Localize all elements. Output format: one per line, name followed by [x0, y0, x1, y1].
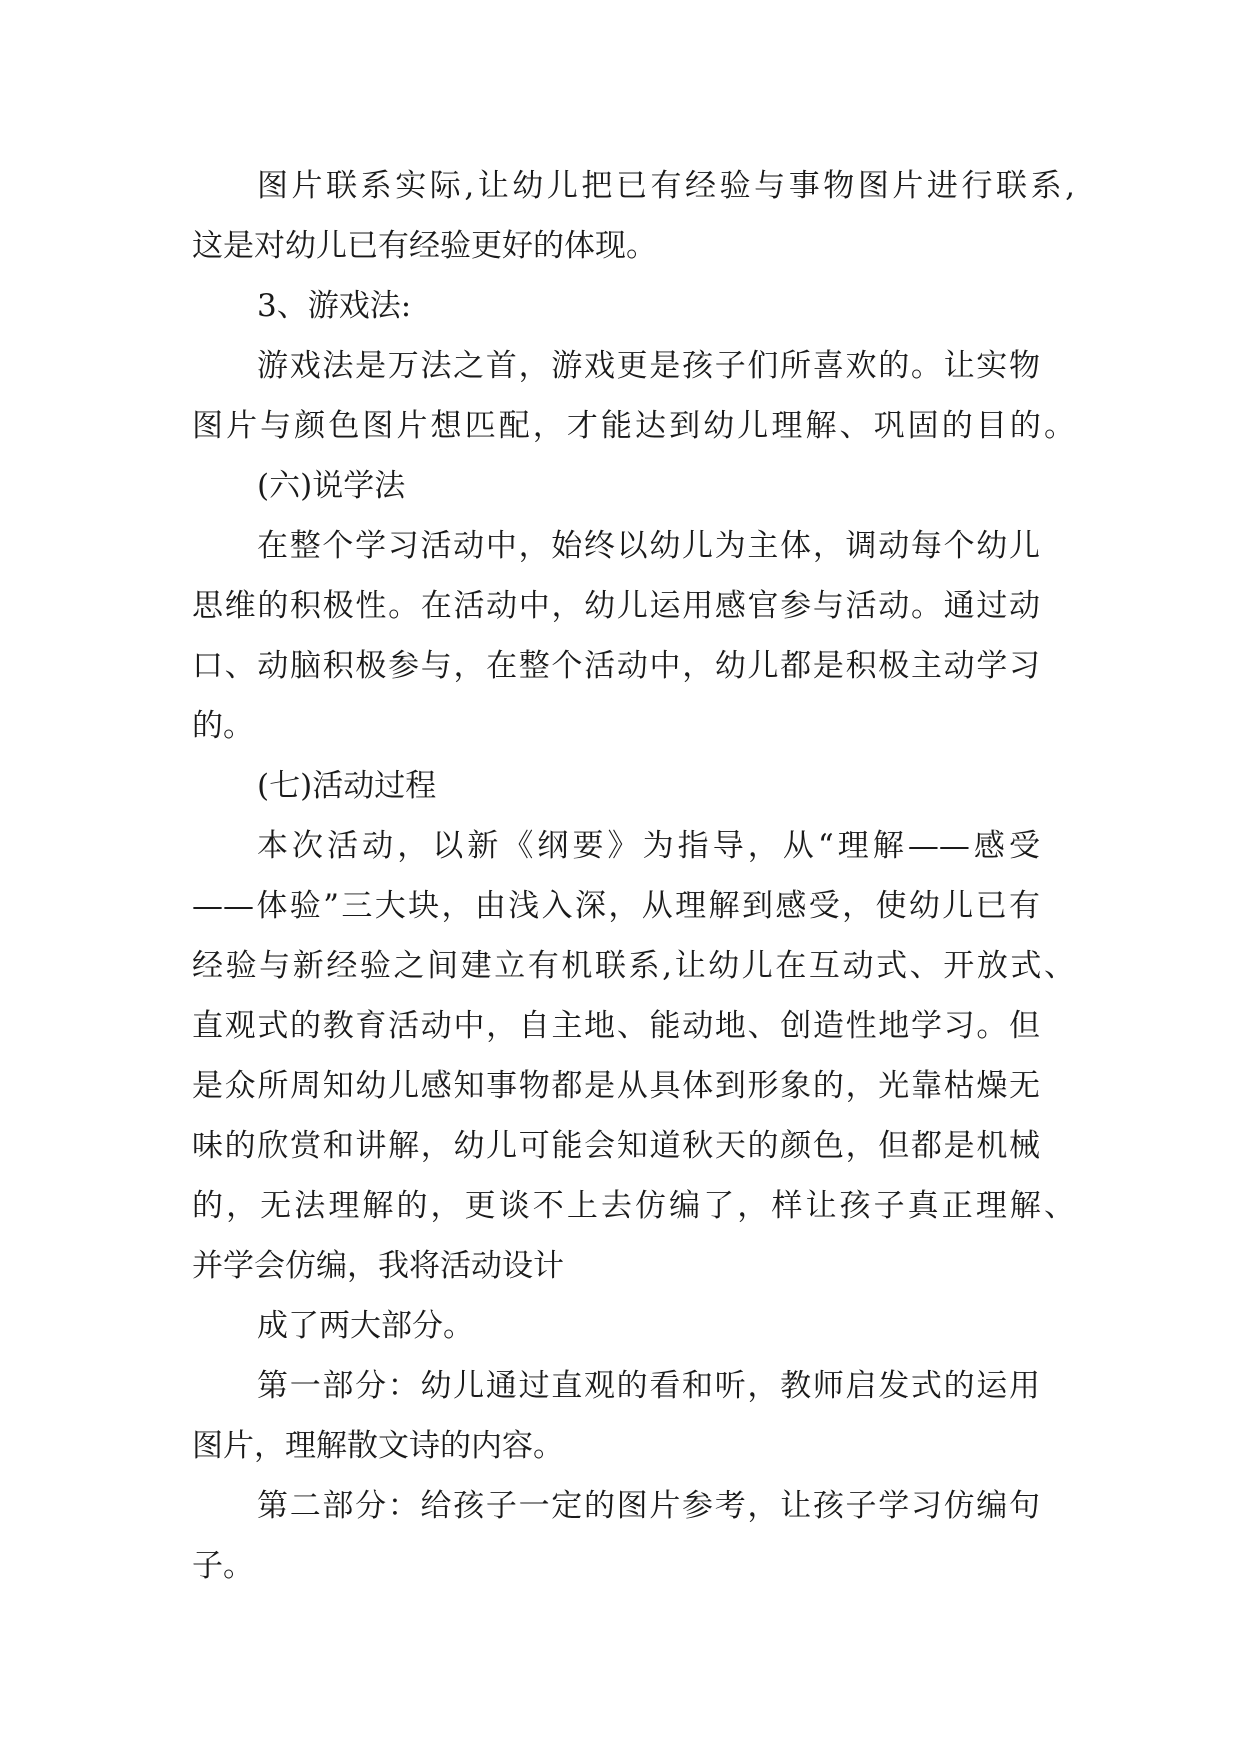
body-text-line: 口、动脑积极参与，在整个活动中，幼儿都是积极主动学习 — [192, 648, 1040, 684]
list-heading: 3、游戏法: — [257, 288, 412, 324]
body-text-line: 在整个学习活动中，始终以幼儿为主体，调动每个幼儿 — [257, 528, 1040, 564]
body-text-line: 并学会仿编，我将活动设计 — [192, 1248, 564, 1284]
body-text-line: 是众所周知幼儿感知事物都是从具体到形象的，光靠枯燥无 — [192, 1068, 1040, 1104]
body-text-line: ——体验”三大块，由浅入深，从理解到感受，使幼儿已有 — [192, 888, 1040, 924]
body-text-line: 思维的积极性。在活动中，幼儿运用感官参与活动。通过动 — [192, 588, 1040, 624]
body-text-line: 直观式的教育活动中，自主地、能动地、创造性地学习。但 — [192, 1008, 1040, 1044]
body-text-line: 成了两大部分。 — [257, 1308, 474, 1344]
body-text-line: 第二部分：给孩子一定的图片参考，让孩子学习仿编句 — [257, 1488, 1040, 1524]
body-text-line: 游戏法是万法之首，游戏更是孩子们所喜欢的。让实物 — [257, 348, 1040, 384]
body-text-line: 本次活动，以新《纲要》为指导，从“理解——感受 — [257, 828, 1040, 864]
body-text-line: 的。 — [192, 708, 254, 744]
section-heading: (七)活动过程 — [257, 768, 437, 804]
body-text-line: 的，无法理解的，更谈不上去仿编了，样让孩子真正理解、 — [192, 1188, 1075, 1224]
body-text-line: 子。 — [192, 1548, 254, 1584]
section-heading: (六)说学法 — [257, 468, 406, 504]
body-text-line: 味的欣赏和讲解，幼儿可能会知道秋天的颜色，但都是机械 — [192, 1128, 1040, 1164]
body-text-line: 图片，理解散文诗的内容。 — [192, 1428, 564, 1464]
body-text-line: 经验与新经验之间建立有机联系,让幼儿在互动式、开放式、 — [192, 948, 1075, 984]
body-text-line: 第一部分：幼儿通过直观的看和听，教师启发式的运用 — [257, 1368, 1040, 1404]
body-text-line: 图片与颜色图片想匹配，才能达到幼儿理解、巩固的目的。 — [192, 408, 1075, 444]
body-text-line: 图片联系实际,让幼儿把已有经验与事物图片进行联系, — [257, 168, 1075, 204]
body-text-line: 这是对幼儿已有经验更好的体现。 — [192, 228, 657, 264]
